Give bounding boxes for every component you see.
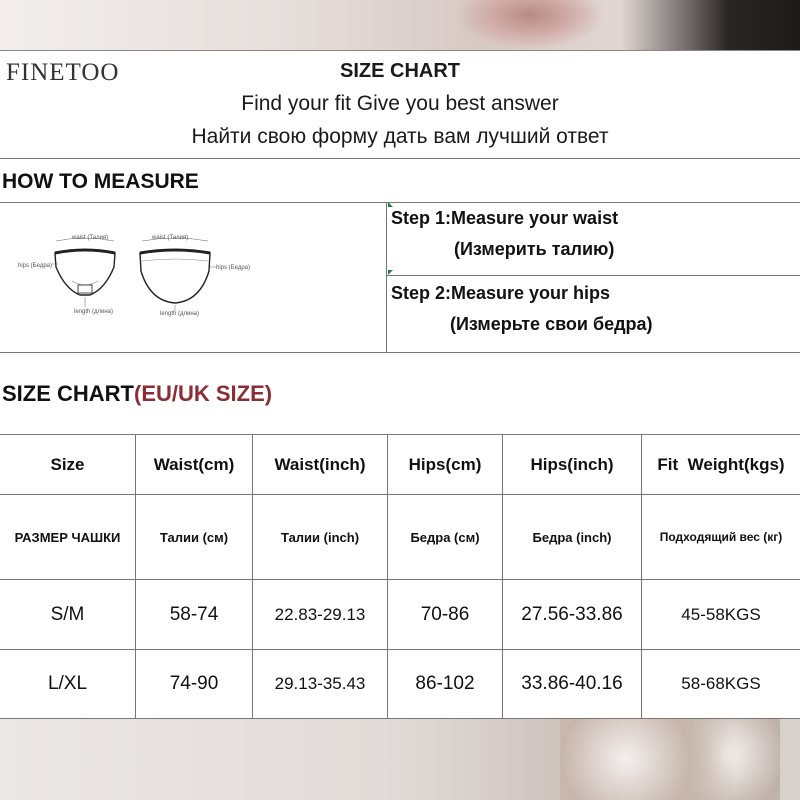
size-chart-region: (EU/UK SIZE) xyxy=(134,381,273,406)
diagram-label-length-front: length (длина) xyxy=(74,309,114,315)
step1-russian: (Измерить талию) xyxy=(454,239,615,259)
table-cell: 33.86-40.16 xyxy=(521,673,623,694)
divider xyxy=(0,202,800,203)
header-hips-inch-ru: Бедра (inch) xyxy=(532,529,612,545)
size-chart-heading xyxy=(2,381,272,407)
brand-logo: FINETOO xyxy=(6,59,120,86)
diagram-label-length-back: length (длина) xyxy=(160,311,200,317)
diagram-label-hips-back: hips (Бедра) xyxy=(216,265,250,271)
background-pearls xyxy=(560,718,780,800)
header-hips-cm: Hips(cm) xyxy=(408,454,482,474)
table-cell: 70-86 xyxy=(420,603,470,625)
table-cell: S/M xyxy=(50,603,85,625)
header-fit-weight: Fit Weight(kgs) xyxy=(657,454,785,474)
header-fit-weight-ru: Подходящий вес (кг) xyxy=(659,530,783,544)
page-title: SIZE CHART xyxy=(340,60,460,82)
table-cell: 45-58KGS xyxy=(681,604,761,624)
table-cell: 86-102 xyxy=(415,673,475,694)
table-cell: 27.56-33.86 xyxy=(521,603,623,625)
corner-marker xyxy=(388,202,393,207)
measure-diagram xyxy=(10,231,330,326)
table-cell: 74-90 xyxy=(169,673,219,694)
diagram-label-waist-front: waist (Талия) xyxy=(72,235,109,241)
background-model-face xyxy=(455,0,605,50)
header-waist-inch-ru: Талии (inch) xyxy=(280,529,360,545)
header-hips-cm-ru: Бедра (см) xyxy=(410,529,480,545)
step2-english: Step 2:Measure your hips xyxy=(391,283,611,303)
divider xyxy=(386,202,387,352)
table-cell: 22.83-29.13 xyxy=(274,604,366,624)
divider xyxy=(0,352,800,353)
header-waist-cm-ru: Талии (см) xyxy=(159,529,229,545)
table-cell: 58-68KGS xyxy=(681,674,761,693)
table-cell: 29.13-35.43 xyxy=(274,674,366,693)
header-hips-inch: Hips(inch) xyxy=(530,454,614,474)
divider xyxy=(386,275,800,276)
corner-marker xyxy=(388,270,393,275)
header-waist-inch: Waist(inch) xyxy=(274,454,366,474)
header-size-ru: РАЗМЕР ЧАШКИ xyxy=(14,529,121,545)
background-model-hair xyxy=(620,0,800,50)
header-waist-cm: Waist(cm) xyxy=(153,454,235,474)
table-cell: 58-74 xyxy=(169,603,219,625)
table-border xyxy=(0,718,800,719)
size-chart-sheet xyxy=(0,50,800,718)
header-size: Size xyxy=(50,454,85,474)
size-chart-heading-text: SIZE CHART xyxy=(2,381,134,406)
divider xyxy=(0,158,800,159)
step2-russian: (Измерьте свои бедра) xyxy=(450,314,653,334)
subtitle-russian: Найти свою форму дать вам лучший ответ xyxy=(191,125,609,148)
diagram-label-waist-back: waist (Талия) xyxy=(152,235,189,241)
subtitle-english: Find your fit Give you best answer xyxy=(241,92,559,115)
step1-english: Step 1:Measure your waist xyxy=(391,208,619,228)
diagram-label-hips-front: hips (Бедра) xyxy=(18,263,52,269)
how-to-measure-heading: HOW TO MEASURE xyxy=(2,170,199,193)
table-cell: L/XL xyxy=(47,673,88,694)
